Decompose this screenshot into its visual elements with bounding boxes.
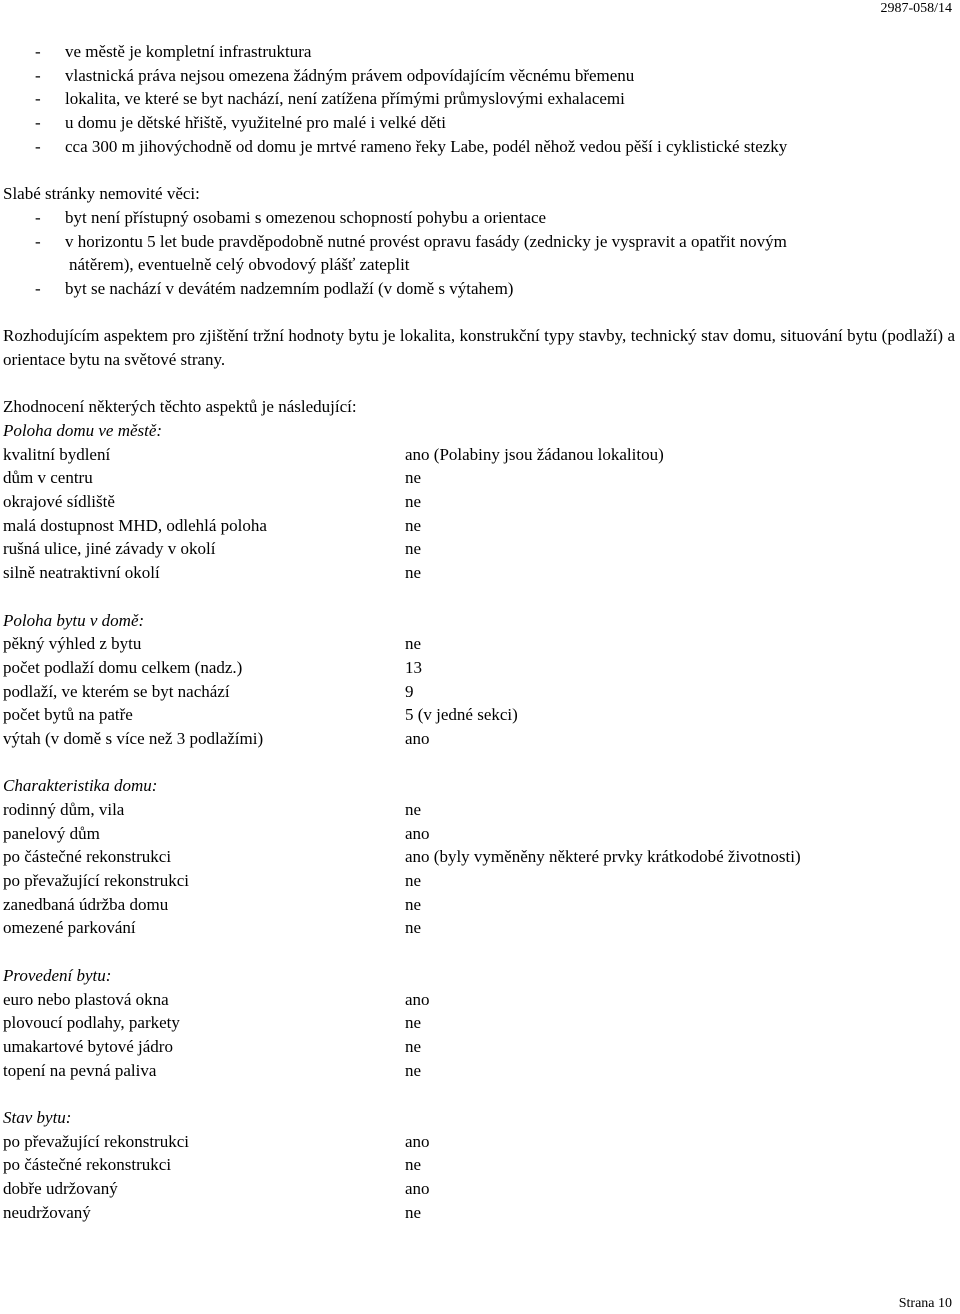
list-item: - ve městě je kompletní infrastruktura (35, 42, 312, 61)
section-house-characteristics (3, 774, 955, 940)
list-item: - byt se nachází v devátém nadzemním podlaží (v domě s výtahem) (35, 278, 514, 298)
section-title: Poloha domu ve městě: (3, 421, 163, 441)
table-row: dům v centru ne (3, 468, 422, 488)
list-item: - byt není přístupný osobami s omezenou schopností pohybu a orientace (35, 207, 547, 227)
page-content (3, 40, 955, 1224)
list-item: - vlastnická práva nejsou omezena žádným právem odpovídajícím věcnému břemenu (35, 65, 635, 85)
table-row: dobře udržovaný ano (3, 1179, 430, 1199)
section-flat-condition (3, 1106, 955, 1224)
table-row: zanedbaná údržba domu ne (3, 894, 422, 914)
table-row: po částečné rekonstrukci ano (byly vyměněny některé prvky krátkodobé životnosti) (3, 847, 801, 867)
section-title: Charakteristika domu: (3, 776, 158, 796)
section-flat-finish (3, 964, 955, 1082)
table-row: malá dostupnost MHD, odlehlá poloha ne (3, 515, 422, 535)
table-row: plovoucí podlahy, parkety ne (3, 1013, 422, 1033)
table-row: počet bytů na patře 5 (v jedné sekci) (3, 705, 518, 725)
table-row: po převažující rekonstrukci ne (3, 871, 422, 891)
evaluation-intro: Zhodnocení některých těchto aspektů je následující: (3, 397, 357, 417)
list-item: - u domu je dětské hřiště, využitelné pro malé i velké děti (35, 113, 446, 133)
weaknesses-heading: Slabé stránky nemovité věci: (3, 184, 200, 204)
table-row: rodinný dům, vila ne (3, 800, 422, 820)
table-row: podlaží, ve kterém se byt nachází 9 (3, 681, 414, 701)
table-row: neudržovaný ne (3, 1202, 422, 1222)
list-item-continuation: nátěrem), eventuelně celý obvodový plášť zateplit (69, 255, 410, 275)
document-reference: 2987-058/14 (880, 1, 952, 16)
table-row: počet podlaží domu celkem (nadz.) 13 (3, 657, 422, 677)
section-title: Provedení bytu: (3, 965, 112, 985)
table-row: euro nebo plastová okna ano (3, 989, 430, 1009)
list-item: - v horizontu 5 let bude pravděpodobně nutné provést opravu fasády (zednicky je vyspravit a opatřit novým (35, 231, 787, 251)
table-row: topení na pevná paliva ne (3, 1060, 422, 1080)
table-row: omezené parkování ne (3, 918, 422, 938)
section-house-location (3, 419, 955, 585)
strengths-list (3, 40, 955, 158)
list-item: - cca 300 m jihovýchodně od domu je mrtvé rameno řeky Labe, podél něhož vedou pěší i cyklistické stezky (35, 136, 788, 156)
section-title: Stav bytu: (3, 1107, 72, 1127)
list-item: - lokalita, ve které se byt nachází, není zatížena přímými průmyslovými exhalacemi (35, 89, 625, 109)
table-row: rušná ulice, jiné závady v okolí ne (3, 539, 422, 559)
table-row: panelový dům ano (3, 823, 430, 843)
table-row: silně neatraktivní okolí ne (3, 563, 422, 583)
table-row: po převažující rekonstrukci ano (3, 1131, 430, 1151)
table-row: po částečné rekonstrukci ne (3, 1155, 422, 1175)
table-row: výtah (v domě s více než 3 podlažími) ano (3, 728, 430, 748)
section-title: Poloha bytu v domě: (3, 610, 145, 630)
weaknesses-block (3, 182, 955, 300)
page-number: Strana 10 (898, 1296, 952, 1311)
table-row: kvalitní bydlení ano (Polabiny jsou žádanou lokalitou) (3, 444, 664, 464)
table-row: umakartové bytové jádro ne (3, 1036, 422, 1056)
table-row: okrajové sídliště ne (3, 492, 422, 512)
section-flat-position (3, 609, 955, 751)
decisive-aspect-paragraph: Rozhodujícím aspektem pro zjištění tržní hodnoty bytu je lokalita, konstrukční typy stavby, technický stav domu, situování bytu (podlaží) a orientace bytu na světové strany. (3, 326, 955, 369)
table-row: pěkný výhled z bytu ne (3, 634, 422, 654)
